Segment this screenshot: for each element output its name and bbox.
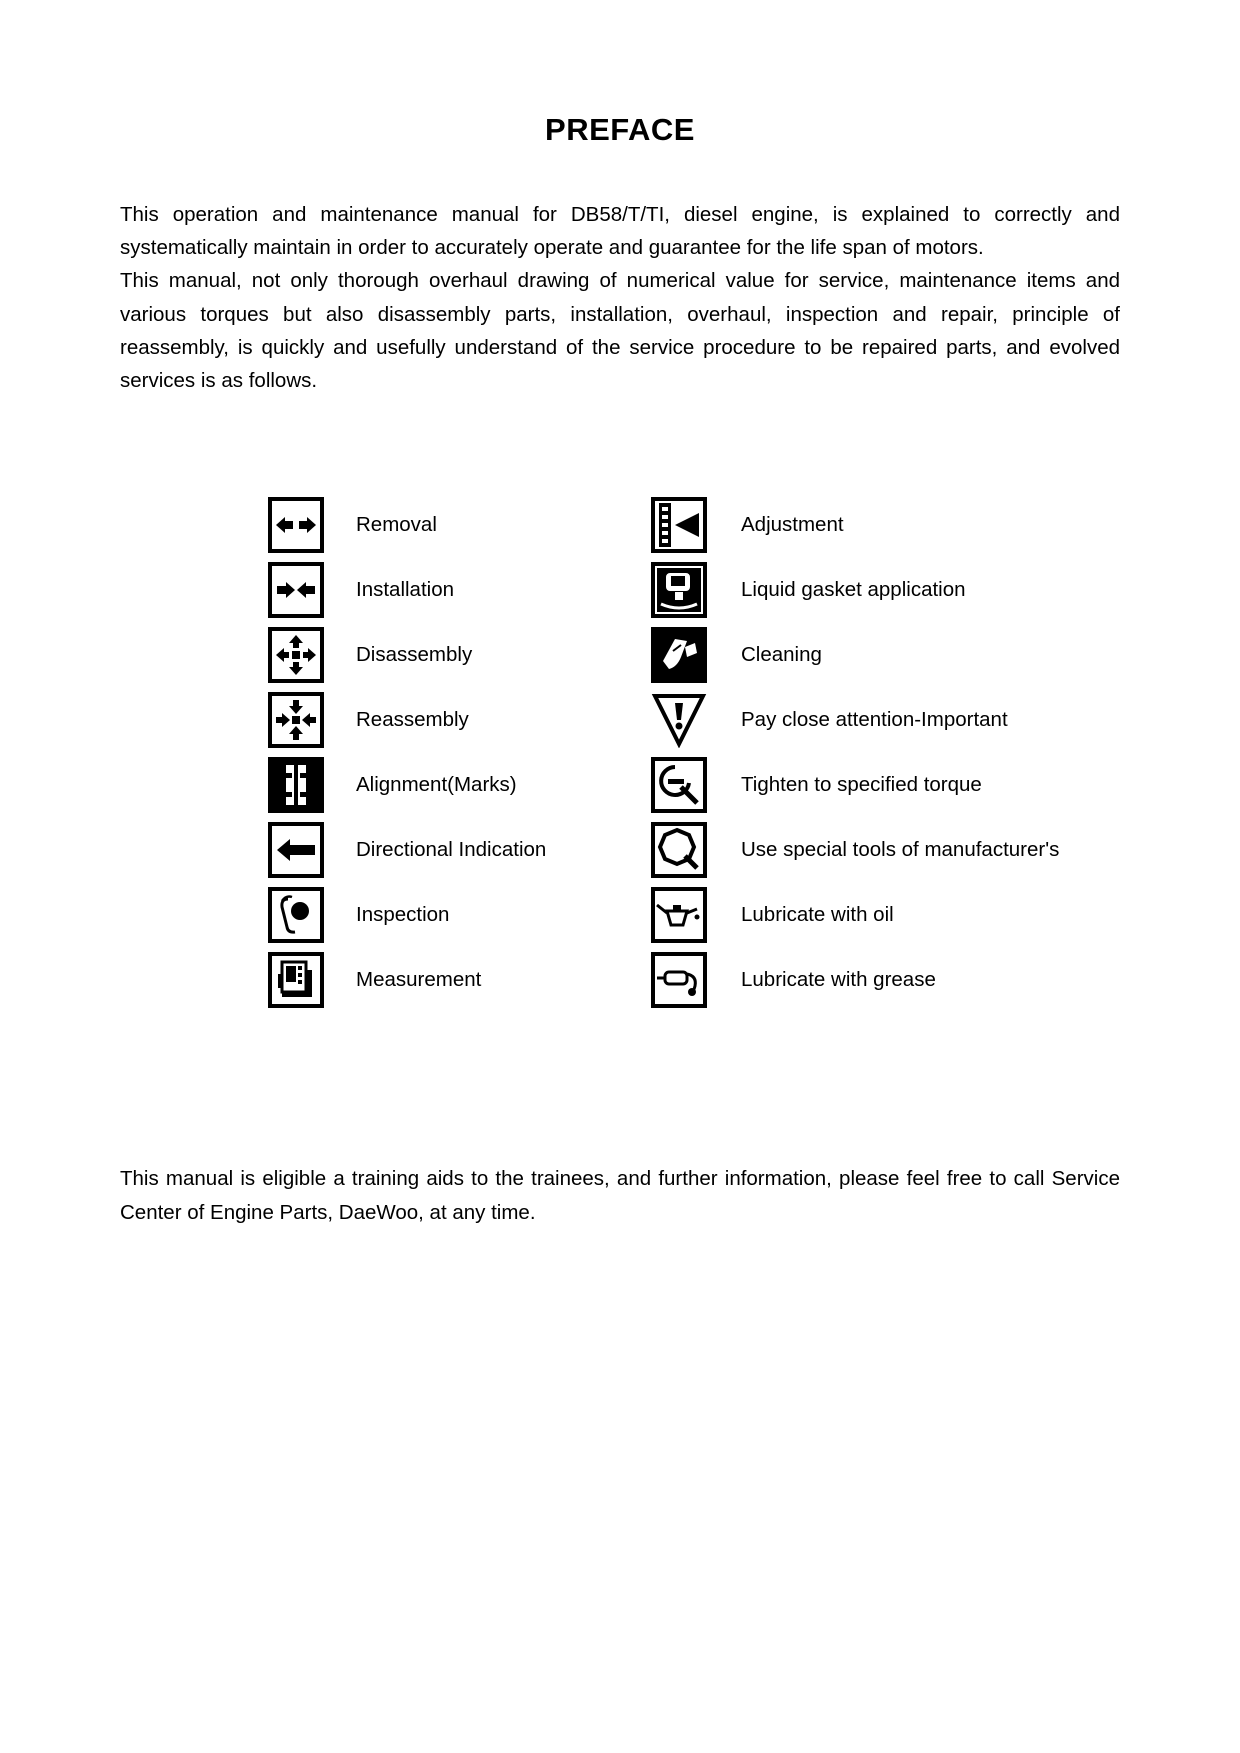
measurement-icon bbox=[268, 952, 324, 1008]
liquid-gasket-icon bbox=[651, 562, 707, 618]
legend-item-disassembly bbox=[268, 627, 472, 683]
legend-item-oil bbox=[651, 887, 894, 943]
installation-icon bbox=[268, 562, 324, 618]
legend-label: Tighten to specified torque bbox=[741, 773, 982, 796]
legend-label: Liquid gasket application bbox=[741, 578, 966, 601]
legend-item-removal bbox=[268, 497, 437, 553]
legend-item-cleaning bbox=[651, 627, 822, 683]
inspection-icon bbox=[268, 887, 324, 943]
legend-item-liquid-gasket bbox=[651, 562, 966, 618]
legend-label: Reassembly bbox=[356, 708, 469, 731]
legend-item-adjustment bbox=[651, 497, 844, 553]
legend-item-inspection bbox=[268, 887, 449, 943]
adjustment-icon bbox=[651, 497, 707, 553]
legend-label: Use special tools of manufacturer's bbox=[741, 838, 1060, 861]
legend-label: Pay close attention-Important bbox=[741, 708, 1008, 731]
legend-item-directional bbox=[268, 822, 546, 878]
legend-item-grease bbox=[651, 952, 936, 1008]
legend-item-special-tools bbox=[651, 822, 1059, 878]
legend-label: Cleaning bbox=[741, 643, 822, 666]
symbol-legend bbox=[0, 497, 1240, 1017]
legend-item-measurement bbox=[268, 952, 481, 1008]
legend-label: Inspection bbox=[356, 903, 450, 926]
disassembly-icon bbox=[268, 627, 324, 683]
page-title: PREFACE bbox=[545, 112, 695, 147]
legend-label: Adjustment bbox=[741, 513, 844, 536]
legend-label: Installation bbox=[356, 578, 455, 601]
legend-label: Removal bbox=[356, 513, 437, 536]
intro-paragraph-1: This operation and maintenance manual for DB58/T/TI, diesel engine, is explained to correctly and systematically maintain in order to accurately operate and guarantee for the life span of motors. bbox=[120, 203, 1120, 260]
legend-label: Lubricate with grease bbox=[741, 968, 936, 991]
legend-label: Disassembly bbox=[356, 643, 473, 666]
reassembly-icon bbox=[268, 692, 324, 748]
removal-icon bbox=[268, 497, 324, 553]
alignment-marks-icon bbox=[268, 757, 324, 813]
cleaning-icon bbox=[651, 627, 707, 683]
legend-item-attention bbox=[651, 692, 1008, 748]
legend-label: Alignment(Marks) bbox=[356, 773, 517, 796]
legend-label: Directional Indication bbox=[356, 838, 547, 861]
warning-triangle-icon bbox=[651, 692, 707, 748]
legend-label: Measurement bbox=[356, 968, 482, 991]
legend-item-torque bbox=[651, 757, 982, 813]
directional-arrow-icon bbox=[268, 822, 324, 878]
closing-paragraph: This manual is eligible a training aids to the trainees, and further information, please feel free to call Service Center of Engine Parts, DaeWoo, at any time. bbox=[120, 1167, 1120, 1224]
special-tool-icon bbox=[651, 822, 707, 878]
grease-gun-icon bbox=[651, 952, 707, 1008]
legend-item-installation bbox=[268, 562, 454, 618]
legend-item-reassembly bbox=[268, 692, 469, 748]
oil-can-icon bbox=[651, 887, 707, 943]
intro-paragraph-2: This manual, not only thorough overhaul drawing of numerical value for service, maintenance items and various torques but also disassembly parts, installation, overhaul, inspection and repair, principle of reassembly, is quickly and usefully understand of the service procedure to be repaired parts, and evolved services is as follows. bbox=[120, 269, 1120, 393]
torque-wrench-icon bbox=[651, 757, 707, 813]
legend-item-alignment bbox=[268, 757, 517, 813]
intro-text bbox=[120, 198, 1120, 397]
legend-label: Lubricate with oil bbox=[741, 903, 894, 926]
